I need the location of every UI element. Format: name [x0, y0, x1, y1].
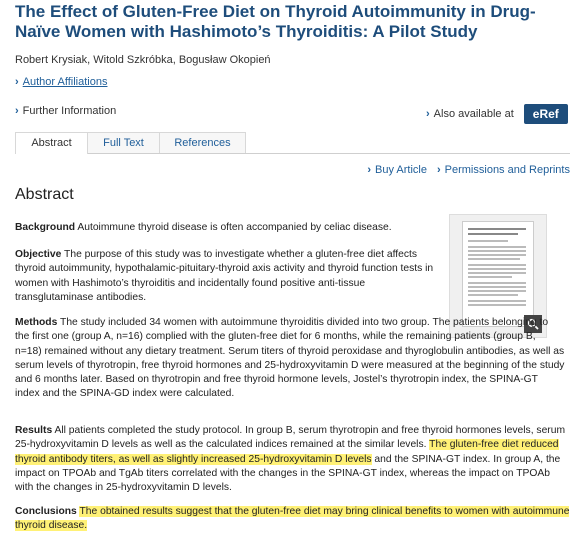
chevron-right-icon: › — [15, 76, 19, 88]
background-text: Autoimmune thyroid disease is often accompanied by celiac disease. — [77, 222, 392, 233]
further-information-label: Further Information — [22, 105, 117, 117]
results-highlight: The gluten-free diet reduced thyroid antibody titers, as well as slightly increased 25-hydroxyvitamin D levels — [15, 439, 559, 465]
abstract-heading: Abstract — [15, 186, 74, 203]
tab-full-text[interactable]: Full Text — [87, 132, 160, 153]
article-tabs — [15, 132, 570, 154]
paper-preview — [462, 221, 534, 327]
results-paragraph — [15, 424, 570, 495]
tab-references[interactable]: References — [159, 132, 246, 153]
buy-article-label: Buy Article — [375, 164, 427, 176]
methods-paragraph — [15, 316, 565, 402]
further-information-toggle[interactable] — [15, 105, 116, 117]
methods-text: The study included 34 women with autoimmune thyroiditis divided into two group. The patients belonging to the first one (group A, n=16) complied with the gluten-free diet for 6 months, while the remaining patients (group B, n=18) remained without any dietary treatment. Serum titers of thyroid peroxidase and thyroglobulin antibodies, as well as serum levels of thyrotropin, free thyroid hormones and 25-hydroxyvitamin D were measured at the beginning of the study and 6 months later. Based on thyrotropin and free thyroid hormone levels, Jostel’s thyrotropin index, the SPINA-GT index and the SPINA-GD index were calculated. — [15, 317, 565, 400]
objective-text: The purpose of this study was to investigate whether a gluten-free diet affects thyroid autoimmunity, hypothalamic-pituitary-thyroid axis activity and thyroid function tests in women with Hashimoto’s thyroiditis and incidentally found positive anti-tissue transglutaminase antibodies. — [15, 249, 434, 303]
conclusions-label: Conclusions — [15, 506, 77, 517]
buy-article-link[interactable] — [367, 164, 427, 176]
background-paragraph — [15, 221, 445, 235]
permissions-label: Permissions and Reprints — [444, 164, 570, 176]
results-text-1: All patients completed the study protocol. In group B, serum thyrotropin and free thyroid hormones levels, serum 25-hydroxyvitamin D levels as well as the calculated indices remained at the similar levels. — [15, 425, 566, 451]
author-list: Robert Krysiak, Witold Szkróbka, Bogusław Okopień — [15, 54, 271, 66]
article-actions — [367, 164, 570, 176]
also-available-label: Also available at — [433, 108, 514, 120]
chevron-right-icon: › — [367, 164, 372, 176]
chevron-right-icon: › — [436, 164, 441, 176]
author-affiliations-link[interactable] — [15, 76, 107, 88]
eref-button[interactable]: eRef — [524, 104, 568, 124]
results-text-2: and the SPINA-GT index. In group A, the impact on TPOAb and TgAb titers correlated with the changes in the SPINA-GT index, whereas the impact on TPOAb with the changes in 25-hydroxyvitamin D levels. — [15, 453, 561, 494]
also-available — [426, 104, 568, 124]
conclusions-paragraph — [15, 505, 570, 534]
methods-label: Methods — [15, 317, 58, 328]
chevron-right-icon: › — [15, 105, 19, 117]
author-affiliations-label: Author Affiliations — [22, 76, 108, 88]
tab-abstract[interactable]: Abstract — [15, 132, 88, 154]
objective-label: Objective — [15, 249, 62, 260]
article-title: The Effect of Gluten-Free Diet on Thyroid Autoimmunity in Drug-Naïve Women with Hashimoto’s Thyroiditis: A Pilot Study — [15, 2, 536, 41]
objective-paragraph — [15, 248, 435, 305]
background-label: Background — [15, 222, 76, 233]
chevron-right-icon: › — [426, 108, 430, 120]
permissions-link[interactable] — [437, 164, 570, 176]
conclusions-highlight: The obtained results suggest that the gluten-free diet may bring clinical benefits to women with autoimmune thyroid disease. — [15, 506, 570, 532]
results-label: Results — [15, 425, 53, 436]
